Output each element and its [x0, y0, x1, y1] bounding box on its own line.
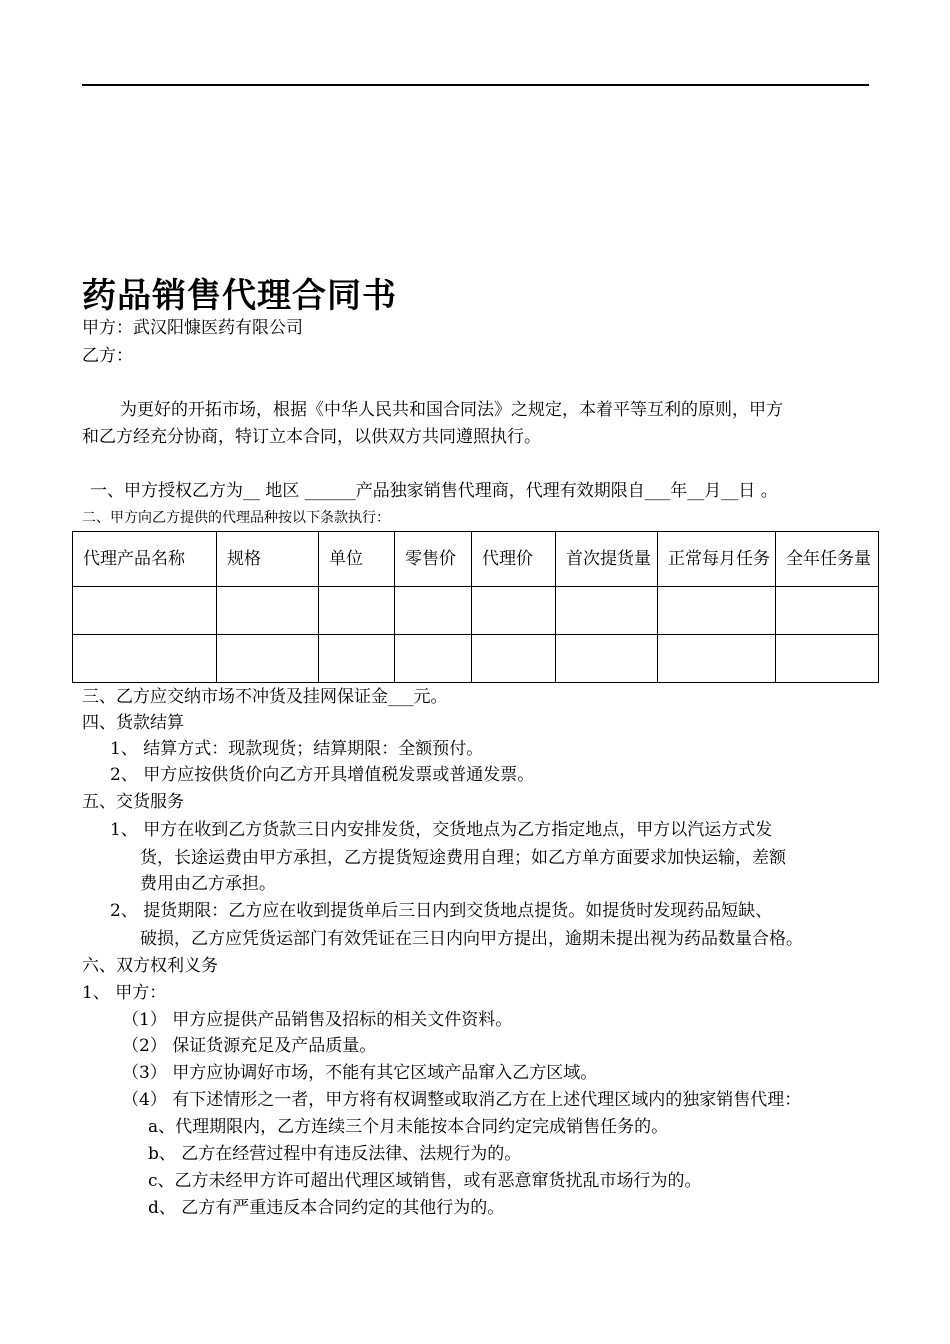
table-cell	[319, 587, 395, 635]
clause-5-item-2-line-2: 破损，乙方应凭货运部门有效凭证在三日内向甲方提出，逾期未提出视为药品数量合格。	[140, 929, 803, 949]
header-cell: 代理产品名称	[73, 532, 217, 587]
clause-6-subitem-c: c、乙方未经甲方许可超出代理区域销售，或有恶意窜货扰乱市场行为的。	[148, 1171, 702, 1191]
header-cell: 代理价	[472, 532, 556, 587]
header-cell: 正常每月任务	[658, 532, 776, 587]
header-cell: 全年任务量	[776, 532, 879, 587]
header-cell: 零售价	[395, 532, 472, 587]
clause-6-item-1: （1） 甲方应提供产品销售及招标的相关文件资料。	[122, 1010, 513, 1030]
clause-4-heading: 四、货款结算	[82, 713, 184, 733]
clause-4-item-2: 2、 甲方应按供货价向乙方开具增值税发票或普通发票。	[110, 765, 535, 785]
table-cell	[217, 587, 319, 635]
table-cell	[395, 587, 472, 635]
party-b: 乙方：	[82, 346, 133, 366]
header-cell: 首次提货量	[556, 532, 658, 587]
table-cell	[472, 587, 556, 635]
table-cell	[472, 635, 556, 683]
clause-6-subitem-d: d、 乙方有严重违反本合同约定的其他行为的。	[148, 1198, 505, 1218]
clause-5-item-1-line-2: 货，长途运费由甲方承担，乙方提货短途费用自理；如乙方单方面要求加快运输，差额	[140, 848, 786, 868]
table-header-row	[73, 532, 879, 587]
clause-4-item-1: 1、 结算方式：现款现货；结算期限：全额预付。	[110, 739, 484, 759]
table-cell	[319, 635, 395, 683]
clause-6-item-2: （2） 保证货源充足及产品质量。	[122, 1036, 377, 1056]
table-cell	[658, 635, 776, 683]
intro-line-2: 和乙方经充分协商，特订立本合同，以供双方共同遵照执行。	[82, 427, 541, 447]
clause-6-item-3: （3） 甲方应协调好市场，不能有其它区域产品窜入乙方区域。	[122, 1063, 598, 1083]
table-cell	[776, 587, 879, 635]
table-cell	[556, 587, 658, 635]
clause-3: 三、乙方应交纳市场不冲货及挂网保证金___元。	[82, 687, 448, 707]
table-cell	[556, 635, 658, 683]
header-cell: 单位	[319, 532, 395, 587]
clause-6-heading: 六、双方权利义务	[82, 956, 218, 976]
clause-5-item-1-line-1: 1、 甲方在收到乙方货款三日内安排发货，交货地点为乙方指定地点，甲方以汽运方式发	[110, 820, 773, 840]
table-cell	[73, 635, 217, 683]
table-cell	[217, 635, 319, 683]
product-table	[72, 531, 879, 683]
table-cell	[395, 635, 472, 683]
clause-1: 一、甲方授权乙方为__ 地区 ______产品独家销售代理商，代理有效期限自___年__月__日 。	[90, 481, 778, 501]
table-cell	[658, 587, 776, 635]
header-rule	[82, 84, 869, 86]
table-row	[73, 587, 879, 635]
clause-5-item-2-line-1: 2、 提货期限：乙方应在收到提货单后三日内到交货地点提货。如提货时发现药品短缺、	[110, 901, 773, 921]
clause-6-item-4: （4） 有下述情形之一者，甲方将有权调整或取消乙方在上述代理区域内的独家销售代理：	[122, 1090, 802, 1110]
table-row	[73, 635, 879, 683]
party-a: 甲方：武汉阳慷医药有限公司	[82, 318, 303, 338]
clause-5-heading: 五、交货服务	[82, 792, 184, 812]
clause-6-subitem-a: a、代理期限内，乙方连续三个月未能按本合同约定完成销售任务的。	[148, 1117, 669, 1137]
clause-2: 二、甲方向乙方提供的代理品种按以下条款执行：	[82, 510, 390, 526]
table-cell	[73, 587, 217, 635]
clause-6-sub-1: 1、 甲方：	[82, 983, 167, 1003]
clause-5-item-1-line-3: 费用由乙方承担。	[140, 874, 276, 894]
clause-6-subitem-b: b、 乙方在经营过程中有违反法律、法规行为的。	[148, 1144, 522, 1164]
header-cell: 规格	[217, 532, 319, 587]
table-cell	[776, 635, 879, 683]
document-title: 药品销售代理合同书	[82, 276, 397, 316]
intro-line-1: 为更好的开拓市场，根据《中华人民共和国合同法》之规定，本着平等互利的原则，甲方	[120, 400, 783, 420]
